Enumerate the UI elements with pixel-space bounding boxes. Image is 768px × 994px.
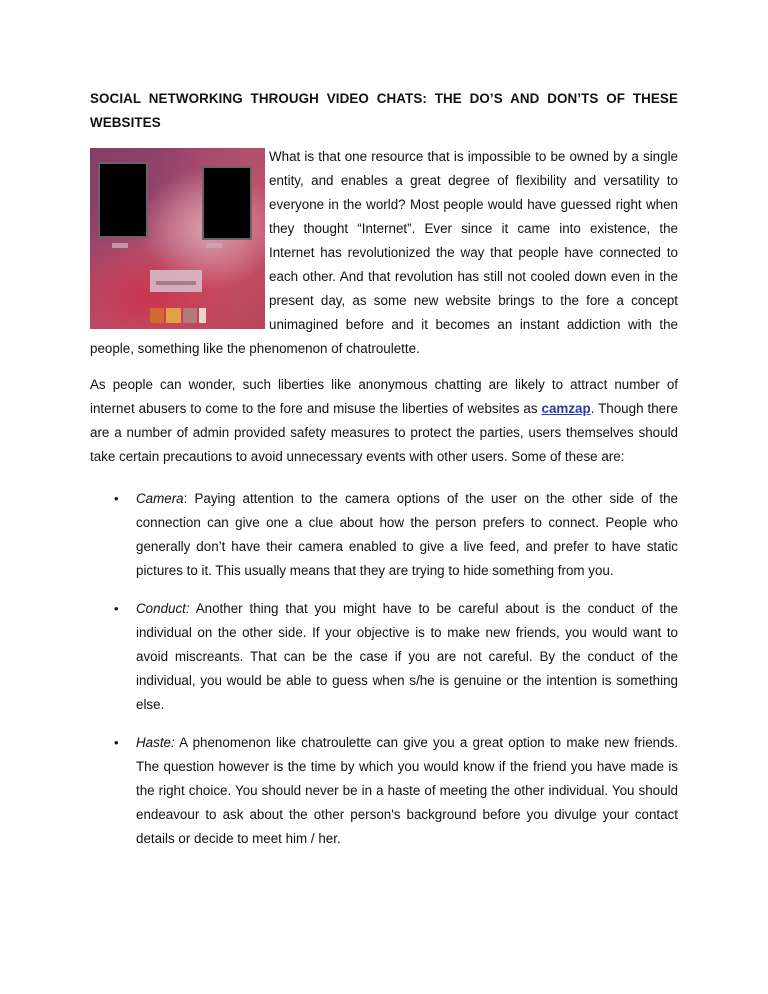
chat-input-bar — [156, 281, 196, 285]
right-video-window — [202, 166, 252, 240]
list-item-text: A phenomenon like chatroulette can give you a great option to make new friends. The question however is the time by which you would know if the friend you have made is the right choice. You should never be in a haste of meeting the other individual. You should endeavour to ask about the other person's background before you divulge your contact details or decide to meet him / her. — [136, 735, 678, 846]
second-paragraph-text: As people can wonder, such liberties like anonymous chatting are likely to attract number of internet abusers to come to the fore and misuse the liberties of websites as — [90, 377, 678, 416]
list-item-conduct — [90, 597, 678, 717]
document-page — [90, 87, 678, 865]
thumbnail — [150, 308, 164, 323]
bullet-icon: • — [114, 491, 119, 506]
right-video-controls — [206, 243, 222, 248]
camzap-link[interactable]: camzap — [541, 401, 591, 416]
thumbnail — [199, 308, 206, 323]
list-item-term: Conduct: — [136, 601, 190, 616]
thumbnail — [183, 308, 197, 323]
list-item-text: : Paying attention to the camera options of the user on the other side of the connection can give one a clue about how the person prefers to connect. People who generally don’t have their camera enabled to give a live feed, and prefer to have static pictures to it. This usually means that they are trying to hide something from you. — [136, 491, 678, 578]
bullet-icon: • — [114, 601, 119, 616]
second-paragraph-text-end: . Though there are a number of admin provided safety measures to protect the parties, users themselves should take certain precautions to avoid unnecessary events with other users. Some of these are: — [90, 401, 679, 464]
list-item-camera — [90, 487, 678, 583]
thumbnail-strip — [150, 308, 206, 323]
bullet-icon: • — [114, 735, 119, 750]
left-video-window — [98, 162, 148, 238]
list-item-text: Another thing that you might have to be careful about is the conduct of the individual on the other side. If your objective is to make new friends, you would want to avoid miscreants. That can be the case if you are not careful. By the conduct of the individual, you would be able to guess when s/he is genuine or the intention is something else. — [136, 601, 678, 712]
second-paragraph — [90, 373, 678, 469]
intro-paragraph: What is that one resource that is impossible to be owned by a single entity, and enables a great degree of flexibility and versatility to everyone in the world? Most people would have guessed right when they thought “Internet”. Ever since it came into existence, the Internet has revolutionized the way that people have connected to each other. And that revolution has still not cooled down even in the present day, as some new website brings to the fore a concept unimagined before and it becomes an instant addiction with the people, something like the phenomenon of chatroulette. — [90, 149, 678, 356]
list-item-haste — [90, 731, 678, 851]
document-title: SOCIAL NETWORKING THROUGH VIDEO CHATS: THE DO’S AND DON’TS OF THESE WEBSITES — [90, 91, 678, 130]
list-item-term: Camera — [136, 491, 184, 506]
thumbnail — [166, 308, 180, 323]
left-video-controls — [112, 243, 128, 248]
list-item-term: Haste: — [136, 735, 175, 750]
precautions-list — [90, 487, 678, 851]
video-chat-screenshot-image — [90, 148, 265, 329]
